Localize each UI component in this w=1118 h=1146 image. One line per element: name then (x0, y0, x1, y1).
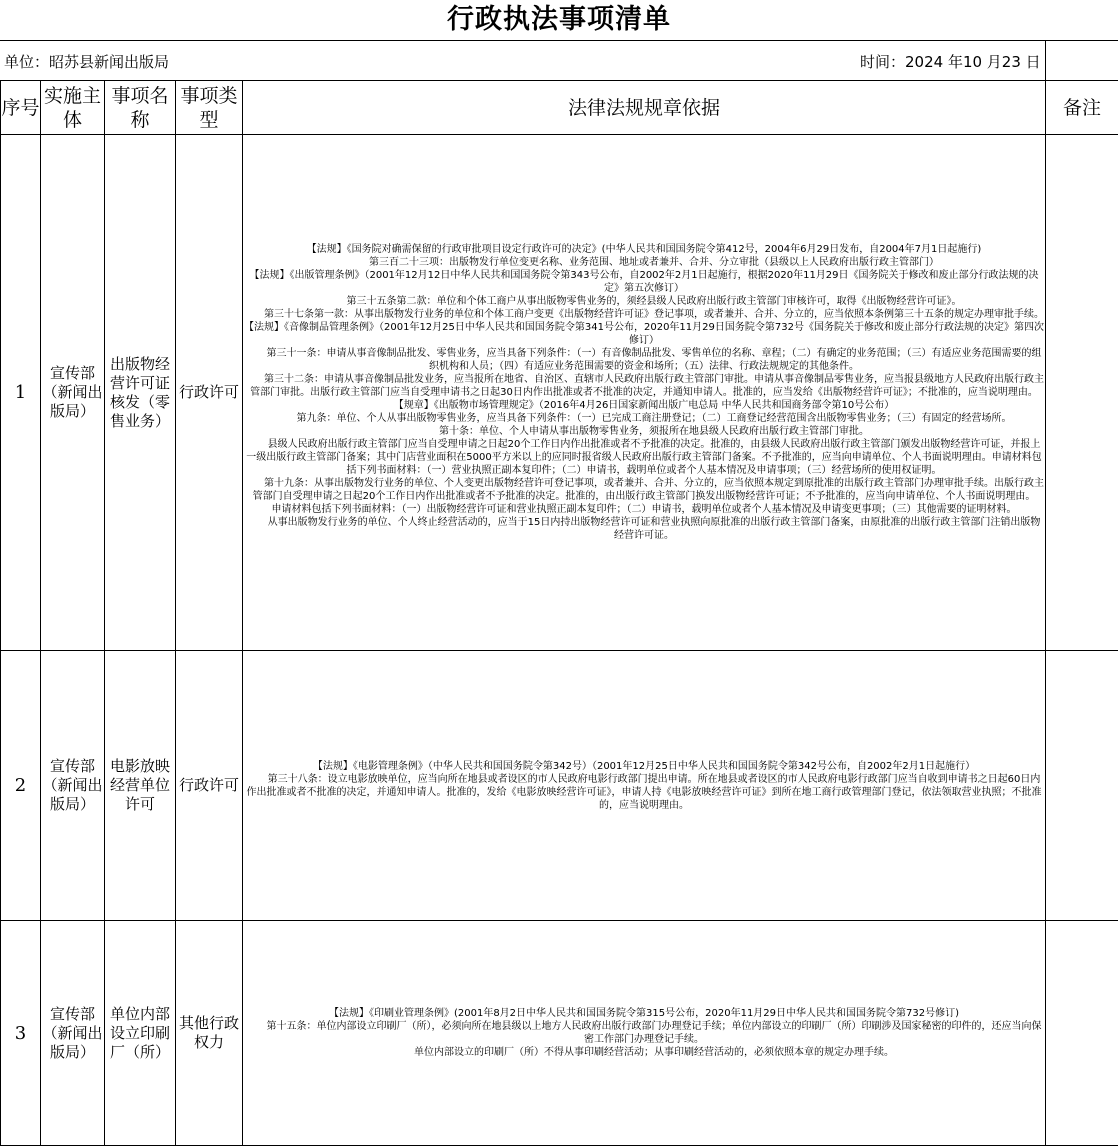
table-row (1, 921, 1118, 1146)
basis-paragraph: 单位内部设立的印刷厂（所）不得从事印刷经营活动；从事印刷经营活动的，必须依照本章的规定办理手续。 (414, 1047, 894, 1058)
page-title: 行政执法事项清单 (447, 4, 671, 35)
meta-divider (1045, 41, 1046, 81)
table-row (1, 651, 1118, 921)
row-type: 行政许可 (176, 135, 243, 651)
row-name: 单位内部设立印刷厂（所） (105, 921, 176, 1146)
row-no: 2 (1, 651, 41, 921)
row-basis (243, 135, 1046, 651)
header-type: 事项类型 (176, 81, 243, 135)
row-basis (243, 921, 1046, 1146)
row-name: 出版物经营许可证核发（零售业务） (105, 135, 176, 651)
time-label: 时间：2024 年10 月23 日 (860, 53, 1041, 71)
basis-paragraph: 第十五条：单位内部设立印刷厂（所），必须向所在地县级以上地方人民政府出版行政部门办理登记手续；单位内部设立的印刷厂（所）印刷涉及国家秘密的印件的，还应当向保密工作部门办理登记手续。 (266, 1021, 1042, 1045)
basis-paragraph: 第三十八条：设立电影放映单位，应当向所在地县或者设区的市人民政府电影行政部门提出申请。所在地县或者设区的市人民政府电影行政部门应当自收到申请书之日起60日内作出批准或者不批准的决定，并通知申请人。批准的，发给《电影放映经营许可证》，申请人持《电影放映经营许可证》到所在地工商行政管理部门登记，依法领取营业执照；不批准的，应当说明理由。 (246, 773, 1042, 811)
basis-paragraph: 第三十一条：申请从事音像制品批发、零售业务，应当具备下列条件：（一）有音像制品批发、零售单位的名称、章程；（二）有确定的业务范围；（三）有适应业务范围需要的组织机构和人员；（四）有适应业务范围需要的资金和场所；（五）法律、行政法规规定的其他条件。 (266, 348, 1042, 372)
row-name: 电影放映经营单位许可 (105, 651, 176, 921)
basis-paragraph: 县级人民政府出版行政主管部门应当自受理申请之日起20个工作日内作出批准或者不予批准的决定。批准的，由县级人民政府出版行政主管部门颁发出版物经营许可证，并报上一级出版行政主管部门备案；其中门店营业面积在5000平方米以上的应同时报省级人民政府出版行政主管部门备案。不予批准的，应当向申请单位、个人书面说明理由。申请材料包括下列书面材料：（一）营业执照正副本复印件；（二）申请书，载明单位或者个人基本情况及申请事项；（三）经营场所的使用权证明。 (246, 439, 1042, 476)
basis-paragraph: 【规章】《出版物市场管理规定》（2016年4月26日国家新闻出版广电总局 中华人民共和国商务部令第10号公布） (393, 400, 895, 411)
row-type: 行政许可 (176, 651, 243, 921)
basis-paragraph: 【法规】《电影管理条例》（中华人民共和国国务院令第342号）（2001年12月25日中华人民共和国国务院令第342号公布，自2002年2月1日起施行） (312, 760, 976, 772)
row-type: 其他行政权力 (176, 921, 243, 1146)
meta-row (0, 40, 1118, 81)
basis-paragraph: 从事出版物发行业务的单位、个人终止经营活动的，应当于15日内持出版物经营许可证和营业执照向原批准的出版行政主管部门备案，由原批准的出版行政主管部门注销出版物经营许可证。 (267, 517, 1041, 541)
basis-paragraph: 【法规】《音像制品管理条例》（2001年12月25日中华人民共和国国务院令第341号公布，2020年11月29日国务院令第732号《国务院关于修改和废止部分行政法规的决定》第四次修订） (244, 322, 1044, 346)
header-basis: 法律法规规章依据 (243, 81, 1046, 135)
row-remark (1046, 921, 1118, 1146)
basis-paragraph: 【法规】《印刷业管理条例》(2001年8月2日中华人民共和国国务院令第315号公布，2020年11月29日中华人民共和国国务院令第732号修订) (328, 1008, 960, 1019)
unit-label: 单位：昭苏县新闻出版局 (4, 53, 170, 71)
basis-paragraph: 第三十五条第二款：单位和个体工商户从事出版物零售业务的，须经县级人民政府出版行政主管部门审核许可，取得《出版物经营许可证》。 (346, 296, 962, 307)
basis-paragraph: 第三百二十三项：出版物发行单位变更名称、业务范围、地址或者兼并、合并、分立审批（县级以上人民政府出版行政主管部门） (369, 257, 939, 268)
row-subject: 宣传部（新闻出版局） (41, 921, 105, 1146)
basis-paragraph: 【法规】《出版管理条例》（2001年12月12日中华人民共和国国务院令第343号公布，自2002年2月1日起施行，根据2020年11月29日《国务院关于修改和废止部分行政法规的决定》第五次修订） (249, 270, 1039, 294)
table-row (1, 135, 1118, 651)
basis-paragraph: 【法规】《国务院对确需保留的行政审批项目设定行政许可的决定》(中华人民共和国国务院令第412号，2004年6月29日发布，自2004年7月1日起施行) (306, 244, 982, 255)
basis-paragraph: 第三十二条：申请从事音像制品批发业务，应当报所在地省、自治区、直辖市人民政府出版行政主管部门审批。申请从事音像制品零售业务，应当报县级地方人民政府出版行政主管部门审批。出版行政主管部门应当自受理申请书之日起30日内作出批准或者不批准的决定，并通知申请人。批准的，应当发给《出版物经营许可证》；不批准的，应当说明理由。 (250, 374, 1044, 398)
header-no: 序号 (1, 81, 41, 135)
header-subject: 实施主体 (41, 81, 105, 135)
basis-paragraph: 申请材料包括下列书面材料：（一）出版物经营许可证和营业执照正副本复印件；（二）申请书，载明单位或者个人基本情况及申请变更事项；（三）其他需要的证明材料。 (271, 504, 1017, 515)
basis-paragraph: 第十条：单位、个人申请从事出版物零售业务，须报所在地县级人民政府出版行政主管部门审批。 (439, 426, 869, 437)
header-row (1, 81, 1118, 135)
header-name: 事项名称 (105, 81, 176, 135)
items-table (0, 80, 1118, 1146)
row-subject: 宣传部（新闻出版局） (41, 651, 105, 921)
basis-paragraph: 第十九条：从事出版物发行业务的单位、个人变更出版物经营许可登记事项，或者兼并、合并、分立的，应当依照本规定到原批准的出版行政主管部门办理审批手续。出版行政主管部门自受理申请之日起20个工作日内作出批准或者不予批准的决定。批准的，由出版行政主管部门换发出版物经营许可证；不予批准的，应当向申请单位、个人书面说明理由。 (252, 478, 1044, 502)
row-no: 1 (1, 135, 41, 651)
header-remark: 备注 (1046, 81, 1118, 135)
basis-paragraph: 第九条：单位、个人从事出版物零售业务，应当具备下列条件：（一）已完成工商注册登记；（二）工商登记经营范围含出版物零售业务；（三）有固定的经营场所。 (296, 413, 1012, 424)
row-remark (1046, 651, 1118, 921)
row-basis (243, 651, 1046, 921)
row-remark (1046, 135, 1118, 651)
basis-paragraph: 第三十七条第一款：从事出版物发行业务的单位和个体工商户变更《出版物经营许可证》登记事项，或者兼并、合并、分立的，应当依照本条例第三十五条的规定办理审批手续。 (264, 309, 1044, 320)
row-no: 3 (1, 921, 41, 1146)
row-subject: 宣传部（新闻出版局） (41, 135, 105, 651)
